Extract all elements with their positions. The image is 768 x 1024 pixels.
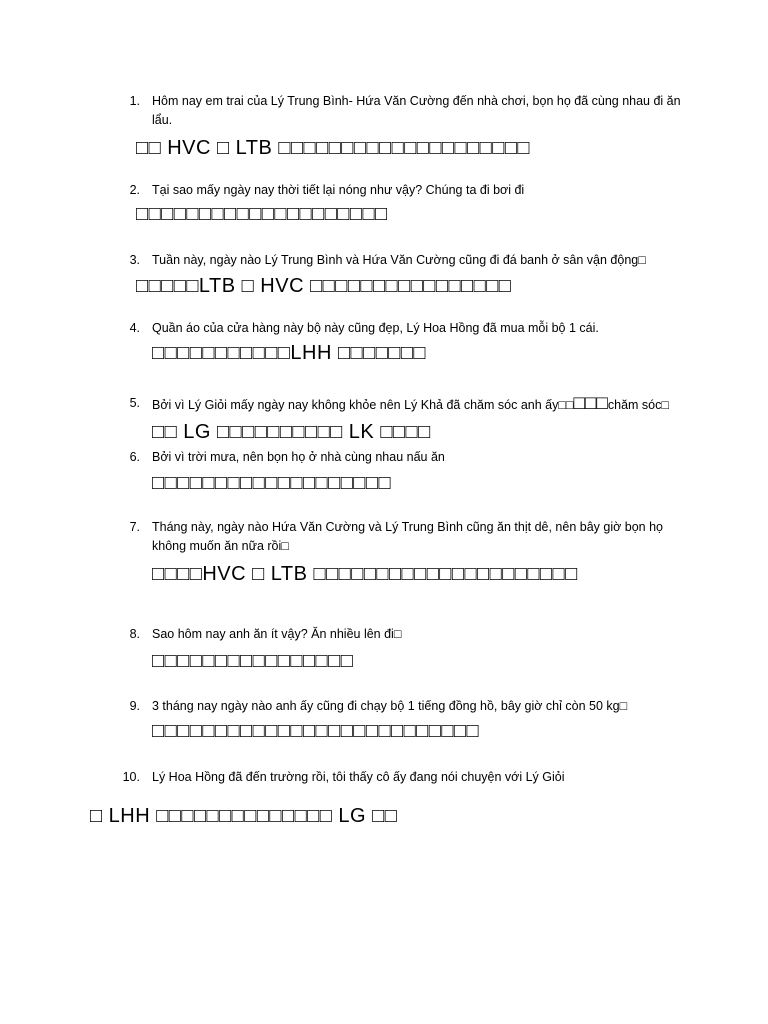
item-number: 9. [129, 699, 140, 713]
translation-line-8: □□□□□□□□□□□□□□□□ [152, 650, 354, 672]
vietnamese-tail: chăm sóc□ [607, 398, 669, 412]
vietnamese-sentence: Bởi vì trời mưa, nên bọn họ ở nhà cùng nhau nấu ăn [152, 450, 445, 464]
translation-line-1: □□ HVC □ LTB □□□□□□□□□□□□□□□□□□□□ [136, 137, 530, 159]
vietnamese-sentence: 3 tháng nay ngày nào anh ấy cũng đi chạy bộ 1 tiếng đồng hồ, bây giờ chỉ còn 50 kg□ [152, 699, 628, 713]
item-number: 5. [129, 396, 140, 410]
translation-line-7: □□□□HVC □ LTB □□□□□□□□□□□□□□□□□□□□□ [152, 563, 578, 585]
vietnamese-sentence: Sao hôm nay anh ăn ít vậy? Ăn nhiều lên đi□ [152, 627, 402, 641]
translation-line-4: □□□□□□□□□□□LHH □□□□□□□ [152, 342, 427, 364]
vietnamese-text: Bởi vì Lý Giỏi mấy ngày nay không khỏe nên Lý Khả đã chăm sóc anh ấy□□ [152, 398, 574, 412]
translation-line-3: □□□□□LTB □ HVC □□□□□□□□□□□□□□□□ [136, 275, 512, 297]
vietnamese-sentence: Hôm nay em trai của Lý Trung Bình- Hứa Văn Cường đến nhà chơi, bọn họ đã cùng nhau đi ăn lẩu. [152, 94, 681, 127]
translation-line-9: □□□□□□□□□□□□□□□□□□□□□□□□□□ [152, 720, 480, 742]
translation-line-10: □ LHH □□□□□□□□□□□□□□ LG □□ [90, 805, 398, 827]
item-number: 1. [129, 94, 140, 108]
item-number: 4. [129, 321, 140, 335]
item-number: 6. [129, 450, 140, 464]
vietnamese-tofu: □□□ [573, 393, 608, 414]
vietnamese-sentence: Tại sao mấy ngày nay thời tiết lại nóng như vậy? Chúng ta đi bơi đi [152, 183, 525, 197]
translation-line-2: □□□□□□□□□□□□□□□□□□□□ [136, 203, 388, 225]
item-number: 10. [122, 770, 140, 784]
item-number: 7. [129, 520, 140, 534]
vietnamese-sentence: Lý Hoa Hồng đã đến trường rồi, tôi thấy cô ấy đang nói chuyện với Lý Giỏi [152, 770, 565, 784]
vietnamese-sentence: Tháng này, ngày nào Hứa Văn Cường và Lý Trung Bình cũng ăn thịt dê, nên bây giờ bọn họ không muốn ăn nữa rồi□ [152, 520, 664, 553]
translation-line-5: □□ LG □□□□□□□□□□ LK □□□□ [152, 421, 431, 443]
translation-line-6: □□□□□□□□□□□□□□□□□□□ [152, 472, 392, 494]
vietnamese-sentence [152, 394, 712, 415]
vietnamese-sentence: Tuần này, ngày nào Lý Trung Bình và Hứa Văn Cường cũng đi đá banh ở sân vận động□ [152, 253, 646, 267]
item-number: 2. [129, 183, 140, 197]
item-number: 3. [129, 253, 140, 267]
vietnamese-sentence: Quần áo của cửa hàng này bộ này cũng đẹp, Lý Hoa Hồng đã mua mỗi bộ 1 cái. [152, 321, 599, 335]
item-number: 8. [129, 627, 140, 641]
